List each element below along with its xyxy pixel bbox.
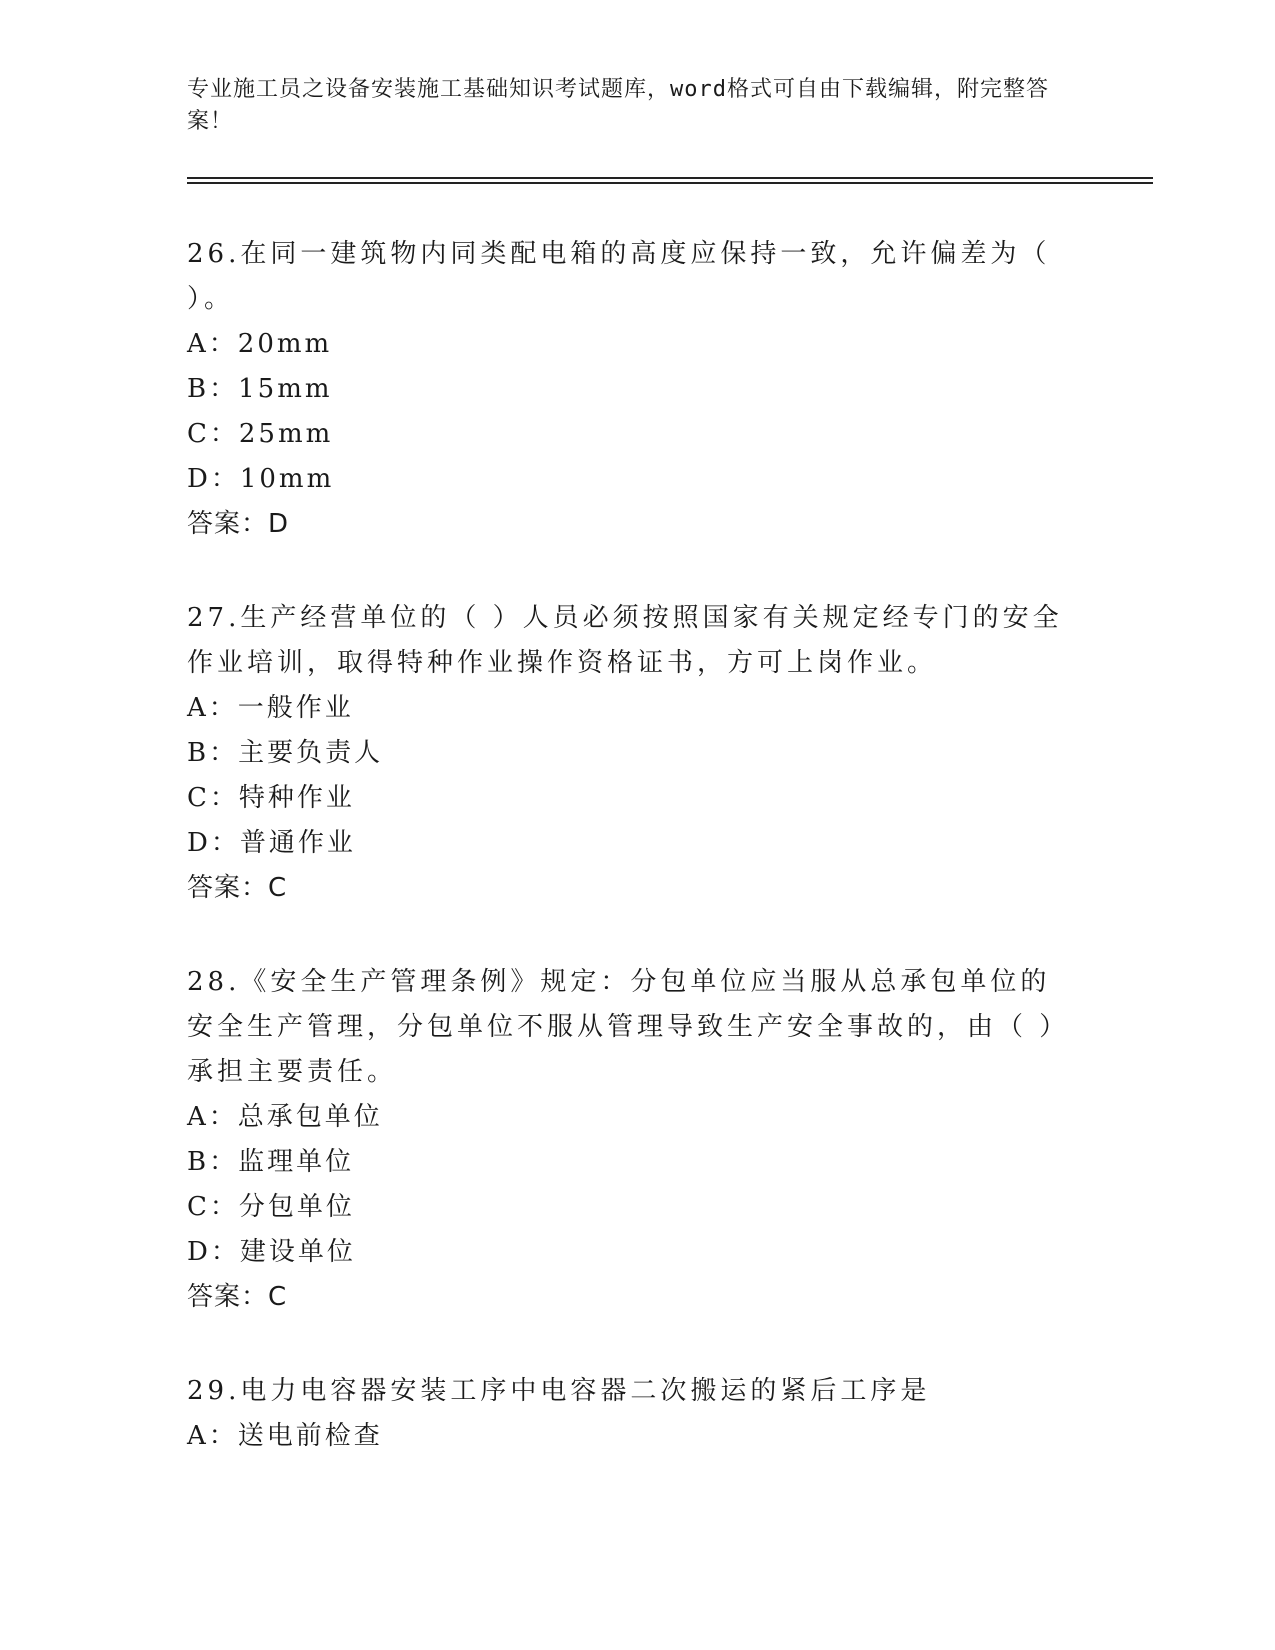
- option-b: B：主要负责人: [187, 738, 384, 768]
- option-a: A：一般作业: [187, 693, 354, 723]
- option-d: D：建设单位: [187, 1237, 356, 1267]
- question-text: 29.电力电容器安装工序中电容器二次搬运的紧后工序是: [187, 1376, 931, 1406]
- option-a: A：20mm: [187, 329, 333, 359]
- answer: 答案：C: [187, 873, 288, 903]
- option-d: D：10mm: [187, 464, 335, 494]
- question-29: [187, 1369, 1087, 1459]
- question-text: 27.生产经营单位的（ ）人员必须按照国家有关规定经专门的安全作业培训，取得特种作业操作资格证书，方可上岗作业。: [187, 603, 1063, 678]
- option-d: D：普通作业: [187, 828, 356, 858]
- option-a: A：总承包单位: [187, 1102, 383, 1132]
- answer: 答案：C: [187, 1282, 288, 1312]
- question-26: [187, 232, 1087, 547]
- question-28: [187, 960, 1087, 1320]
- option-a: A：送电前检查: [187, 1421, 383, 1451]
- option-c: C：分包单位: [187, 1192, 355, 1222]
- header-divider-bottom: [187, 182, 1153, 184]
- option-c: C：特种作业: [187, 783, 355, 813]
- option-b: B：15mm: [187, 374, 333, 404]
- option-b: B：监理单位: [187, 1147, 355, 1177]
- question-text: 28.《安全生产管理条例》规定：分包单位应当服从总承包单位的安全生产管理，分包单位不服从管理导致生产安全事故的，由（ ）承担主要责任。: [187, 967, 1057, 1087]
- answer: 答案：D: [187, 509, 290, 539]
- option-c: C：25mm: [187, 419, 334, 449]
- header-divider-top: [187, 177, 1153, 179]
- document-header: 专业施工员之设备安装施工基础知识考试题库，word格式可自由下载编辑，附完整答案！: [187, 77, 1049, 134]
- question-27: [187, 596, 1087, 911]
- question-text: 26.在同一建筑物内同类配电箱的高度应保持一致，允许偏差为（ ）。: [187, 239, 1051, 314]
